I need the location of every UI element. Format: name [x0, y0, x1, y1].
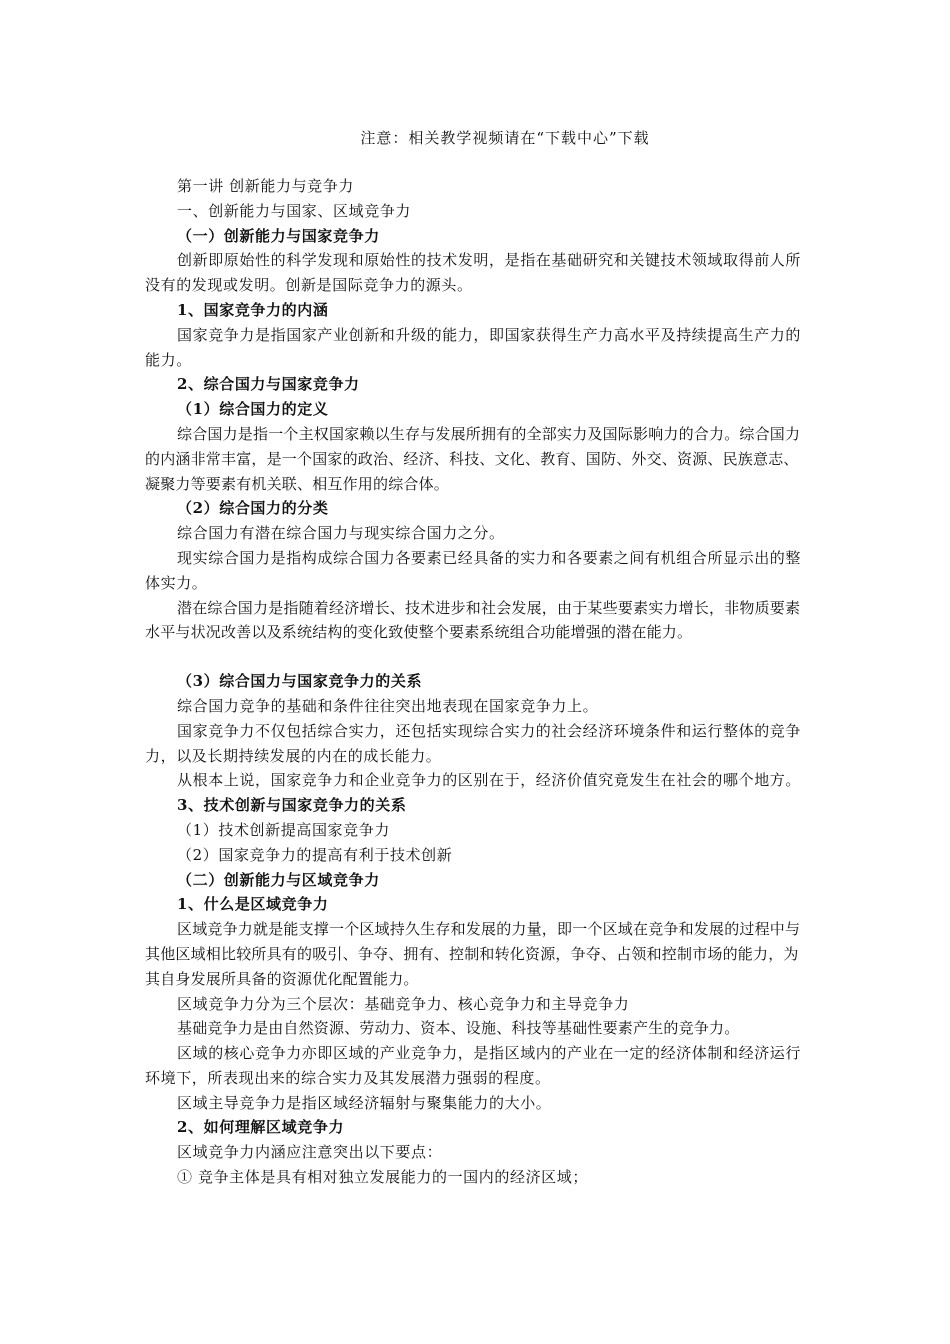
list-item: （1）技术创新提高国家竞争力: [177, 820, 390, 839]
body-paragraph: 区域竞争力内涵应注意突出以下要点：: [177, 1143, 443, 1162]
subsection-heading: 2、如何理解区域竞争力: [177, 1118, 345, 1137]
list-item: （2）国家竞争力的提高有利于技术创新: [177, 845, 453, 864]
body-paragraph: 区域竞争力分为三个层次：基础竞争力、核心竞争力和主导竞争力: [177, 994, 630, 1013]
body-paragraph: 综合国力有潜在综合国力与现实综合国力之分。: [177, 524, 505, 543]
body-paragraph: 现实综合国力是指构成综合国力各要素已经具备的实力和各要素之间有机组合所显示出的整体实力。: [145, 548, 802, 592]
section-heading: 一、创新能力与国家、区域竞争力: [177, 201, 412, 220]
subsection-heading: （二）创新能力与区域竞争力: [177, 870, 380, 889]
subsection-heading: （一）创新能力与国家竞争力: [177, 226, 380, 245]
subsection-heading: （2）综合国力的分类: [177, 499, 329, 518]
subsection-heading: 3、技术创新与国家竞争力的关系: [177, 796, 407, 815]
subsection-heading: （1）综合国力的定义: [177, 400, 329, 419]
body-paragraph: 综合国力是指一个主权国家赖以生存与发展所拥有的全部实力及国际影响力的合力。综合国力的内涵非常丰富，是一个国家的政治、经济、科技、文化、教育、国防、外交、资源、民族意志、凝聚力等要素有机关联、相互作用的综合体。: [145, 424, 801, 493]
body-paragraph: 综合国力竞争的基础和条件往往突出地表现在国家竞争力上。: [177, 696, 599, 715]
body-paragraph: 从根本上说，国家竞争力和企业竞争力的区别在于，经济价值究竟发生在社会的哪个地方。: [177, 771, 802, 790]
body-paragraph: 国家竞争力不仅包括综合实力，还包括实现综合实力的社会经济环境条件和运行整体的竞争力，以及长期持续发展的内在的成长能力。: [145, 721, 802, 765]
document-body: [145, 174, 805, 1190]
download-notice: 注意：相关教学视频请在“下载中心”下载: [360, 129, 650, 147]
list-item: ① 竞争主体是具有相对独立发展能力的一国内的经济区域；: [177, 1168, 588, 1187]
body-paragraph: 创新即原始性的科学发现和原始性的技术发明，是指在基础研究和关键技术领域取得前人所没有的发现或发明。创新是国际竞争力的源头。: [145, 251, 802, 295]
body-paragraph: 区域主导竞争力是指区域经济辐射与聚集能力的大小。: [177, 1093, 552, 1112]
subsection-heading: 1、什么是区域竞争力: [177, 895, 329, 914]
subsection-heading: 1、国家竞争力的内涵: [177, 300, 329, 319]
lecture-title: 第一讲 创新能力与竞争力: [177, 177, 354, 195]
body-paragraph: 区域的核心竞争力亦即区域的产业竞争力，是指区域内的产业在一定的经济体制和经济运行环境下，所表现出来的综合实力及其发展潜力强弱的程度。: [145, 1044, 802, 1087]
body-paragraph: 国家竞争力是指国家产业创新和升级的能力，即国家获得生产力高水平及持续提高生产力的能力。: [145, 325, 802, 369]
body-paragraph: 潜在综合国力是指随着经济增长、技术进步和社会发展，由于某些要素实力增长，非物质要素水平与状况改善以及系统结构的变化致使整个要素系统组合功能增强的潜在能力。: [145, 598, 801, 642]
body-paragraph: 区域竞争力就是能支撑一个区域持久生存和发展的力量，即一个区域在竞争和发展的过程中与其他区域相比较所具有的吸引、争夺、拥有、控制和转化资源，争夺、占领和控制市场的能力，为其自身发展所具备的资源优化配置能力。: [145, 920, 801, 988]
subsection-heading: （3）综合国力与国家竞争力的关系: [177, 672, 423, 691]
body-paragraph: 基础竞争力是由自然资源、劳动力、资本、设施、科技等基础性要素产生的竞争力。: [177, 1019, 740, 1038]
subsection-heading: 2、综合国力与国家竞争力: [177, 375, 360, 394]
